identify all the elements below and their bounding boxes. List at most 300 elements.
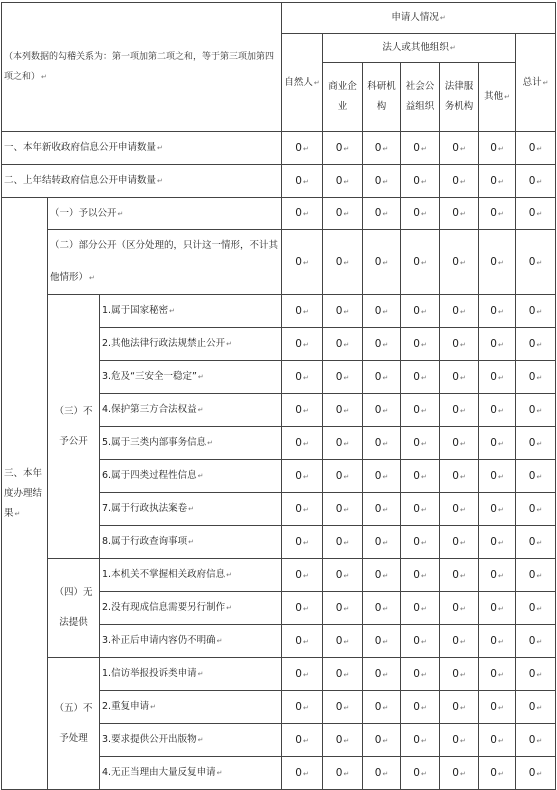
cell-value: 0 — [335, 337, 343, 350]
value-cell: 0↵ — [323, 559, 363, 592]
value-cell: 0↵ — [323, 493, 363, 526]
cell-value: 0 — [490, 667, 497, 680]
cell-value: 0 — [452, 766, 459, 779]
row-label: 2.重复申请↵ — [100, 691, 282, 724]
cell-value: 0 — [528, 733, 536, 746]
cell-value: 0 — [295, 403, 302, 416]
cell-value: 0 — [413, 207, 420, 219]
cell-value: 0 — [452, 174, 459, 187]
cell-value: 0 — [413, 502, 420, 515]
cell-value: 0 — [295, 370, 302, 383]
cell-value: 0 — [335, 436, 343, 449]
cell-value: 0 — [413, 403, 420, 416]
value-cell: 0↵ — [282, 493, 323, 526]
cell-value: 0 — [490, 700, 497, 713]
cell-value: 0 — [452, 502, 459, 515]
not-disclosed-label: （三）不予公开 — [48, 295, 100, 559]
cell-value: 0 — [413, 601, 420, 614]
cell-value: 0 — [452, 337, 459, 350]
cell-value: 0 — [528, 700, 536, 713]
value-cell: 0↵ — [516, 427, 556, 460]
cell-value: 0 — [295, 255, 302, 268]
cell-value: 0 — [413, 733, 420, 746]
value-cell: 0↵ — [401, 526, 440, 559]
value-cell: 0↵ — [516, 460, 556, 493]
value-cell: 0↵ — [323, 592, 363, 625]
cell-value: 0 — [528, 601, 536, 614]
cell-value: 0 — [295, 766, 302, 779]
value-cell: 0↵ — [323, 757, 363, 790]
cell-value: 0 — [528, 403, 536, 416]
not-processed-label: （五）不予处理 — [48, 658, 100, 790]
value-cell: 0↵ — [479, 691, 516, 724]
cell-value: 0 — [413, 700, 420, 713]
value-cell: 0↵ — [516, 559, 556, 592]
value-cell: 0↵ — [323, 361, 363, 394]
value-cell: 0↵ — [440, 526, 479, 559]
value-cell: 0↵ — [401, 493, 440, 526]
row-label: 3.补正后申请内容仍不明确↵ — [100, 625, 282, 658]
cell-value: 0 — [452, 700, 459, 713]
value-cell: 0↵ — [479, 658, 516, 691]
row-label: 6.属于四类过程性信息↵ — [100, 460, 282, 493]
row-label: （二）部分公开（区分处理的，只计这一情形，不计其他情形）↵ — [48, 230, 282, 295]
value-cell: 0↵ — [479, 427, 516, 460]
cell-value: 0 — [413, 255, 420, 268]
value-cell: 0↵ — [516, 625, 556, 658]
value-cell: 0↵ — [479, 132, 516, 165]
value-cell: 0↵ — [401, 724, 440, 757]
value-cell: 0↵ — [440, 427, 479, 460]
cell-value: 0 — [490, 601, 497, 614]
cell-value: 0 — [335, 255, 343, 268]
cell-value: 0 — [413, 766, 420, 779]
value-cell: 0↵ — [401, 658, 440, 691]
value-cell: 0↵ — [401, 165, 440, 198]
value-cell: 0↵ — [516, 361, 556, 394]
value-cell: 0↵ — [516, 592, 556, 625]
value-cell: 0↵ — [401, 361, 440, 394]
value-cell: 0↵ — [282, 691, 323, 724]
value-cell: 0↵ — [516, 493, 556, 526]
cell-value: 0 — [335, 667, 343, 680]
value-cell: 0↵ — [363, 526, 401, 559]
cell-value: 0 — [335, 700, 343, 713]
value-cell: 0↵ — [479, 559, 516, 592]
value-cell: 0↵ — [401, 691, 440, 724]
cell-value: 0 — [335, 207, 343, 219]
value-cell: 0↵ — [282, 724, 323, 757]
value-cell: 0↵ — [323, 328, 363, 361]
value-cell: 0↵ — [363, 198, 401, 230]
value-cell: 0↵ — [479, 295, 516, 328]
value-cell: 0↵ — [363, 394, 401, 427]
cell-value: 0 — [335, 634, 343, 647]
cell-value: 0 — [528, 667, 536, 680]
value-cell: 0↵ — [323, 724, 363, 757]
cell-value: 0 — [374, 469, 382, 482]
gov-info-disclosure-table — [1, 2, 556, 790]
cell-value: 0 — [413, 436, 420, 449]
cell-value: 0 — [452, 370, 459, 383]
value-cell: 0↵ — [440, 559, 479, 592]
cell-value: 0 — [413, 568, 420, 581]
value-cell: 0↵ — [282, 625, 323, 658]
value-cell: 0↵ — [479, 394, 516, 427]
cell-value: 0 — [295, 568, 302, 581]
cell-value: 0 — [528, 207, 536, 219]
cell-value: 0 — [335, 403, 343, 416]
cell-value: 0 — [490, 141, 497, 154]
value-cell: 0↵ — [363, 691, 401, 724]
cell-value: 0 — [413, 174, 420, 187]
cell-value: 0 — [374, 141, 382, 154]
value-cell: 0↵ — [282, 427, 323, 460]
cell-value: 0 — [335, 304, 343, 317]
value-cell: 0↵ — [282, 295, 323, 328]
value-cell: 0↵ — [516, 757, 556, 790]
cell-value: 0 — [374, 535, 382, 548]
row-label: 3.危及“三安全一稳定”↵ — [100, 361, 282, 394]
value-cell: 0↵ — [479, 361, 516, 394]
value-cell: 0↵ — [363, 724, 401, 757]
value-cell: 0↵ — [363, 493, 401, 526]
cell-value: 0 — [335, 568, 343, 581]
row-label: 二、上年结转政府信息公开申请数量↵ — [2, 165, 282, 198]
value-cell: 0↵ — [401, 757, 440, 790]
value-cell: 0↵ — [282, 165, 323, 198]
value-cell: 0↵ — [323, 691, 363, 724]
cell-value: 0 — [528, 174, 536, 187]
research-header: 科研机构 — [363, 63, 401, 132]
cell-value: 0 — [490, 733, 497, 746]
value-cell: 0↵ — [363, 757, 401, 790]
value-cell: 0↵ — [363, 658, 401, 691]
cell-value: 0 — [335, 733, 343, 746]
value-cell: 0↵ — [516, 394, 556, 427]
value-cell: 0↵ — [440, 625, 479, 658]
value-cell: 0↵ — [440, 460, 479, 493]
value-cell: 0↵ — [440, 198, 479, 230]
row-label: 3.要求提供公开出版物↵ — [100, 724, 282, 757]
cell-value: 0 — [374, 502, 382, 515]
value-cell: 0↵ — [479, 230, 516, 295]
value-cell: 0↵ — [363, 230, 401, 295]
cell-value: 0 — [295, 667, 302, 680]
cell-value: 0 — [295, 601, 302, 614]
cell-value: 0 — [490, 337, 497, 350]
value-cell: 0↵ — [401, 295, 440, 328]
cell-value: 0 — [452, 304, 459, 317]
cell-value: 0 — [413, 141, 420, 154]
cell-value: 0 — [295, 535, 302, 548]
cell-value: 0 — [374, 733, 382, 746]
cell-value: 0 — [335, 370, 343, 383]
cell-value: 0 — [528, 469, 536, 482]
cell-value: 0 — [374, 403, 382, 416]
value-cell: 0↵ — [440, 295, 479, 328]
cell-value: 0 — [335, 141, 343, 154]
cell-value: 0 — [528, 255, 536, 268]
cell-value: 0 — [452, 141, 459, 154]
applicant-header: 申请人情况↵ — [282, 3, 556, 34]
cell-value: 0 — [413, 469, 420, 482]
cell-value: 0 — [374, 304, 382, 317]
value-cell: 0↵ — [479, 625, 516, 658]
commercial-header: 商业企业 — [323, 63, 363, 132]
cell-value: 0 — [452, 667, 459, 680]
row-label: （一）予以公开↵ — [48, 198, 282, 230]
legal-service-header: 法律服务机构 — [440, 63, 479, 132]
cell-value: 0 — [295, 174, 302, 187]
header-note: （本列数据的勾稽关系为：第一项加第二项之和，等于第三项加第四项之和） — [4, 52, 275, 82]
value-cell: 0↵ — [363, 460, 401, 493]
cell-value: 0 — [374, 766, 382, 779]
cell-value: 0 — [295, 436, 302, 449]
value-cell: 0↵ — [282, 394, 323, 427]
value-cell: 0↵ — [440, 757, 479, 790]
cell-value: 0 — [452, 634, 459, 647]
value-cell: 0↵ — [479, 526, 516, 559]
cell-value: 0 — [335, 502, 343, 515]
row-label: 8.属于行政查询事项↵ — [100, 526, 282, 559]
value-cell: 0↵ — [363, 625, 401, 658]
value-cell: 0↵ — [282, 757, 323, 790]
value-cell: 0↵ — [440, 165, 479, 198]
value-cell: 0↵ — [401, 328, 440, 361]
value-cell: 0↵ — [440, 132, 479, 165]
cell-value: 0 — [452, 601, 459, 614]
value-cell: 0↵ — [323, 427, 363, 460]
value-cell: 0↵ — [323, 132, 363, 165]
value-cell: 0↵ — [323, 526, 363, 559]
cell-value: 0 — [295, 337, 302, 350]
value-cell: 0↵ — [440, 658, 479, 691]
value-cell: 0↵ — [282, 361, 323, 394]
value-cell: 0↵ — [282, 460, 323, 493]
row-label: 4.保护第三方合法权益↵ — [100, 394, 282, 427]
value-cell: 0↵ — [440, 493, 479, 526]
cell-value: 0 — [490, 207, 497, 219]
cell-value: 0 — [295, 304, 302, 317]
cell-value: 0 — [374, 207, 382, 219]
cell-value: 0 — [452, 207, 459, 219]
cell-value: 0 — [528, 370, 536, 383]
row-label: 一、本年新收政府信息公开申请数量↵ — [2, 132, 282, 165]
value-cell: 0↵ — [363, 165, 401, 198]
cell-value: 0 — [374, 337, 382, 350]
table-row — [2, 132, 556, 165]
value-cell: 0↵ — [401, 427, 440, 460]
value-cell: 0↵ — [282, 658, 323, 691]
value-cell: 0↵ — [516, 165, 556, 198]
cell-value: 0 — [490, 469, 497, 482]
cell-value: 0 — [335, 174, 343, 187]
value-cell: 0↵ — [323, 658, 363, 691]
cell-value: 0 — [295, 502, 302, 515]
cell-value: 0 — [528, 535, 536, 548]
value-cell: 0↵ — [479, 460, 516, 493]
value-cell: 0↵ — [363, 295, 401, 328]
cell-value: 0 — [374, 255, 382, 268]
cell-value: 0 — [295, 733, 302, 746]
value-cell: 0↵ — [401, 394, 440, 427]
value-cell: 0↵ — [440, 328, 479, 361]
value-cell: 0↵ — [516, 295, 556, 328]
cell-value: 0 — [452, 535, 459, 548]
cell-value: 0 — [295, 207, 302, 219]
cell-value: 0 — [374, 601, 382, 614]
value-cell: 0↵ — [401, 559, 440, 592]
value-cell: 0↵ — [401, 592, 440, 625]
value-cell: 0↵ — [440, 394, 479, 427]
value-cell: 0↵ — [323, 394, 363, 427]
table-row — [2, 658, 556, 691]
row-label: 1.本机关不掌握相关政府信息↵ — [100, 559, 282, 592]
cell-value: 0 — [528, 337, 536, 350]
value-cell: 0↵ — [401, 460, 440, 493]
natural-person-header: 自然人↵ — [282, 34, 323, 132]
value-cell: 0↵ — [516, 230, 556, 295]
cell-value: 0 — [413, 370, 420, 383]
value-cell: 0↵ — [479, 757, 516, 790]
row-label: 7.属于行政执法案卷↵ — [100, 493, 282, 526]
cell-value: 0 — [374, 436, 382, 449]
value-cell: 0↵ — [440, 230, 479, 295]
value-cell: 0↵ — [401, 625, 440, 658]
table-row — [2, 230, 556, 295]
value-cell: 0↵ — [440, 724, 479, 757]
value-cell: 0↵ — [323, 625, 363, 658]
value-cell: 0↵ — [479, 493, 516, 526]
cell-value: 0 — [374, 370, 382, 383]
cell-value: 0 — [528, 634, 536, 647]
value-cell: 0↵ — [282, 328, 323, 361]
cell-value: 0 — [413, 634, 420, 647]
value-cell: 0↵ — [323, 230, 363, 295]
row-label: 1.属于国家秘密↵ — [100, 295, 282, 328]
cell-value: 0 — [452, 469, 459, 482]
cell-value: 0 — [335, 535, 343, 548]
cell-value: 0 — [452, 568, 459, 581]
cell-value: 0 — [335, 469, 343, 482]
cell-value: 0 — [490, 634, 497, 647]
cell-value: 0 — [452, 255, 459, 268]
value-cell: 0↵ — [282, 559, 323, 592]
total-header: 总计↵ — [516, 34, 556, 132]
cell-value: 0 — [528, 766, 536, 779]
cell-value: 0 — [490, 174, 497, 187]
cell-value: 0 — [528, 436, 536, 449]
cell-value: 0 — [490, 502, 497, 515]
value-cell: 0↵ — [363, 328, 401, 361]
cell-value: 0 — [490, 766, 497, 779]
table-row — [2, 559, 556, 592]
cell-value: 0 — [374, 700, 382, 713]
cell-value: 0 — [490, 304, 497, 317]
value-cell: 0↵ — [363, 132, 401, 165]
cell-value: 0 — [490, 436, 497, 449]
social-header: 社会公益组织 — [401, 63, 440, 132]
value-cell: 0↵ — [323, 295, 363, 328]
value-cell: 0↵ — [440, 592, 479, 625]
cell-value: 0 — [413, 667, 420, 680]
value-cell: 0↵ — [516, 198, 556, 230]
value-cell: 0↵ — [401, 198, 440, 230]
cell-value: 0 — [335, 601, 343, 614]
value-cell: 0↵ — [479, 328, 516, 361]
row-label: 2.其他法律行政法规禁止公开↵ — [100, 328, 282, 361]
cell-value: 0 — [295, 141, 302, 154]
table-row — [2, 165, 556, 198]
value-cell: 0↵ — [516, 526, 556, 559]
value-cell: 0↵ — [516, 691, 556, 724]
cannot-provide-label: （四）无法提供 — [48, 559, 100, 658]
cell-value: 0 — [490, 370, 497, 383]
value-cell: 0↵ — [323, 460, 363, 493]
cell-value: 0 — [374, 667, 382, 680]
value-cell: 0↵ — [282, 132, 323, 165]
cell-value: 0 — [413, 535, 420, 548]
cell-value: 0 — [490, 568, 497, 581]
value-cell: 0↵ — [479, 592, 516, 625]
header-note-cell: （本列数据的勾稽关系为：第一项加第二项之和，等于第三项加第四项之和）↵ — [2, 3, 282, 132]
value-cell: 0↵ — [440, 361, 479, 394]
value-cell: 0↵ — [363, 427, 401, 460]
value-cell: 0↵ — [401, 230, 440, 295]
section-three-label: 三、本年度办理结果↵ — [2, 198, 48, 790]
value-cell: 0↵ — [363, 559, 401, 592]
value-cell: 0↵ — [282, 230, 323, 295]
value-cell: 0↵ — [282, 198, 323, 230]
cell-value: 0 — [335, 766, 343, 779]
cell-value: 0 — [490, 535, 497, 548]
table-row — [2, 198, 556, 230]
cell-value: 0 — [374, 174, 382, 187]
value-cell: 0↵ — [323, 165, 363, 198]
cell-value: 0 — [452, 436, 459, 449]
value-cell: 0↵ — [479, 724, 516, 757]
row-label: 2.没有现成信息需要另行制作↵ — [100, 592, 282, 625]
table-row — [2, 295, 556, 328]
value-cell: 0↵ — [440, 691, 479, 724]
value-cell: 0↵ — [282, 592, 323, 625]
cell-value: 0 — [452, 403, 459, 416]
cell-value: 0 — [528, 141, 536, 154]
value-cell: 0↵ — [282, 526, 323, 559]
value-cell: 0↵ — [363, 361, 401, 394]
cell-value: 0 — [413, 337, 420, 350]
value-cell: 0↵ — [516, 658, 556, 691]
cell-value: 0 — [374, 634, 382, 647]
value-cell: 0↵ — [516, 724, 556, 757]
value-cell: 0↵ — [479, 198, 516, 230]
value-cell: 0↵ — [516, 328, 556, 361]
cell-value: 0 — [528, 502, 536, 515]
cell-value: 0 — [413, 304, 420, 317]
cell-value: 0 — [452, 733, 459, 746]
row-label: 1.信访举报投诉类申请↵ — [100, 658, 282, 691]
legal-group-header: 法人或其他组织↵ — [323, 34, 516, 63]
cell-value: 0 — [490, 403, 497, 416]
row-label: 5.属于三类内部事务信息↵ — [100, 427, 282, 460]
value-cell: 0↵ — [401, 132, 440, 165]
cell-value: 0 — [490, 255, 497, 268]
cell-value: 0 — [295, 469, 302, 482]
row-label: 4.无正当理由大量反复申请↵ — [100, 757, 282, 790]
value-cell: 0↵ — [516, 132, 556, 165]
other-header: 其他↵ — [479, 63, 516, 132]
